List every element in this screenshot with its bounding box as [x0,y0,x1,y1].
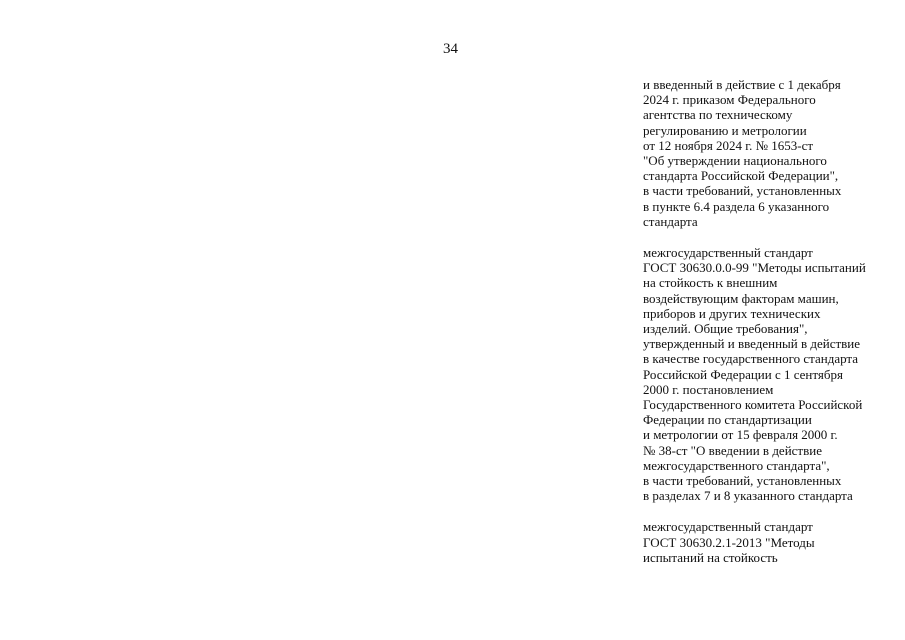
text-line: в пункте 6.4 раздела 6 указанного [643,198,830,214]
text-line: изделий. Общие требования", [643,321,808,337]
text-line: приборов и других технических [643,305,821,321]
text-line: в части требований, установленных [643,183,842,199]
text-line: на стойкость к внешним [643,275,778,291]
page-number: 34 [443,41,458,57]
text-line: межгосударственного стандарта", [643,457,830,473]
text-line: ГОСТ 30630.2.1-2013 "Методы [643,534,815,550]
text-line: и введенный в действие с 1 декабря [643,77,841,92]
text-line: воздействующим факторам машин, [643,290,839,306]
text-column [643,77,898,581]
text-line: 2000 г. постановлением [643,381,774,397]
text-line: агентства по техническому [643,107,793,123]
text-line: № 38-ст "О введении в действие [643,442,822,458]
text-line: в качестве государственного стандарта [643,351,859,367]
text-line: Российской Федерации с 1 сентября [643,366,843,382]
paragraph-effective-date [643,77,898,229]
text-line: Государственного комитета Российской [643,397,863,413]
text-line: утвержденный и введенный в действие [643,336,861,352]
text-line: стандарта Российской Федерации", [643,168,839,184]
text-line: межгосударственный стандарт [643,519,813,535]
text-line: 2024 г. приказом Федерального [643,92,816,108]
text-line: в разделах 7 и 8 указанного стандарта [643,488,853,504]
text-line: ГОСТ 30630.0.0-99 "Методы испытаний [643,260,866,276]
text-line: стандарта [643,213,698,229]
text-line: испытаний на стойкость [643,549,778,565]
text-line: "Об утверждении национального [643,153,827,169]
text-line: регулированию и метрологии [643,122,807,138]
text-line: и метрологии от 15 февраля 2000 г. [643,427,838,443]
paragraph-gost-30630-0-0-99 [643,245,898,503]
text-line: Федерации по стандартизации [643,412,812,428]
paragraph-gost-30630-2-1-2013 [643,519,898,565]
text-line: в части требований, установленных [643,473,842,489]
text-line: межгосударственный стандарт [643,245,813,261]
text-line: от 12 ноября 2024 г. № 1653-ст [643,137,814,153]
